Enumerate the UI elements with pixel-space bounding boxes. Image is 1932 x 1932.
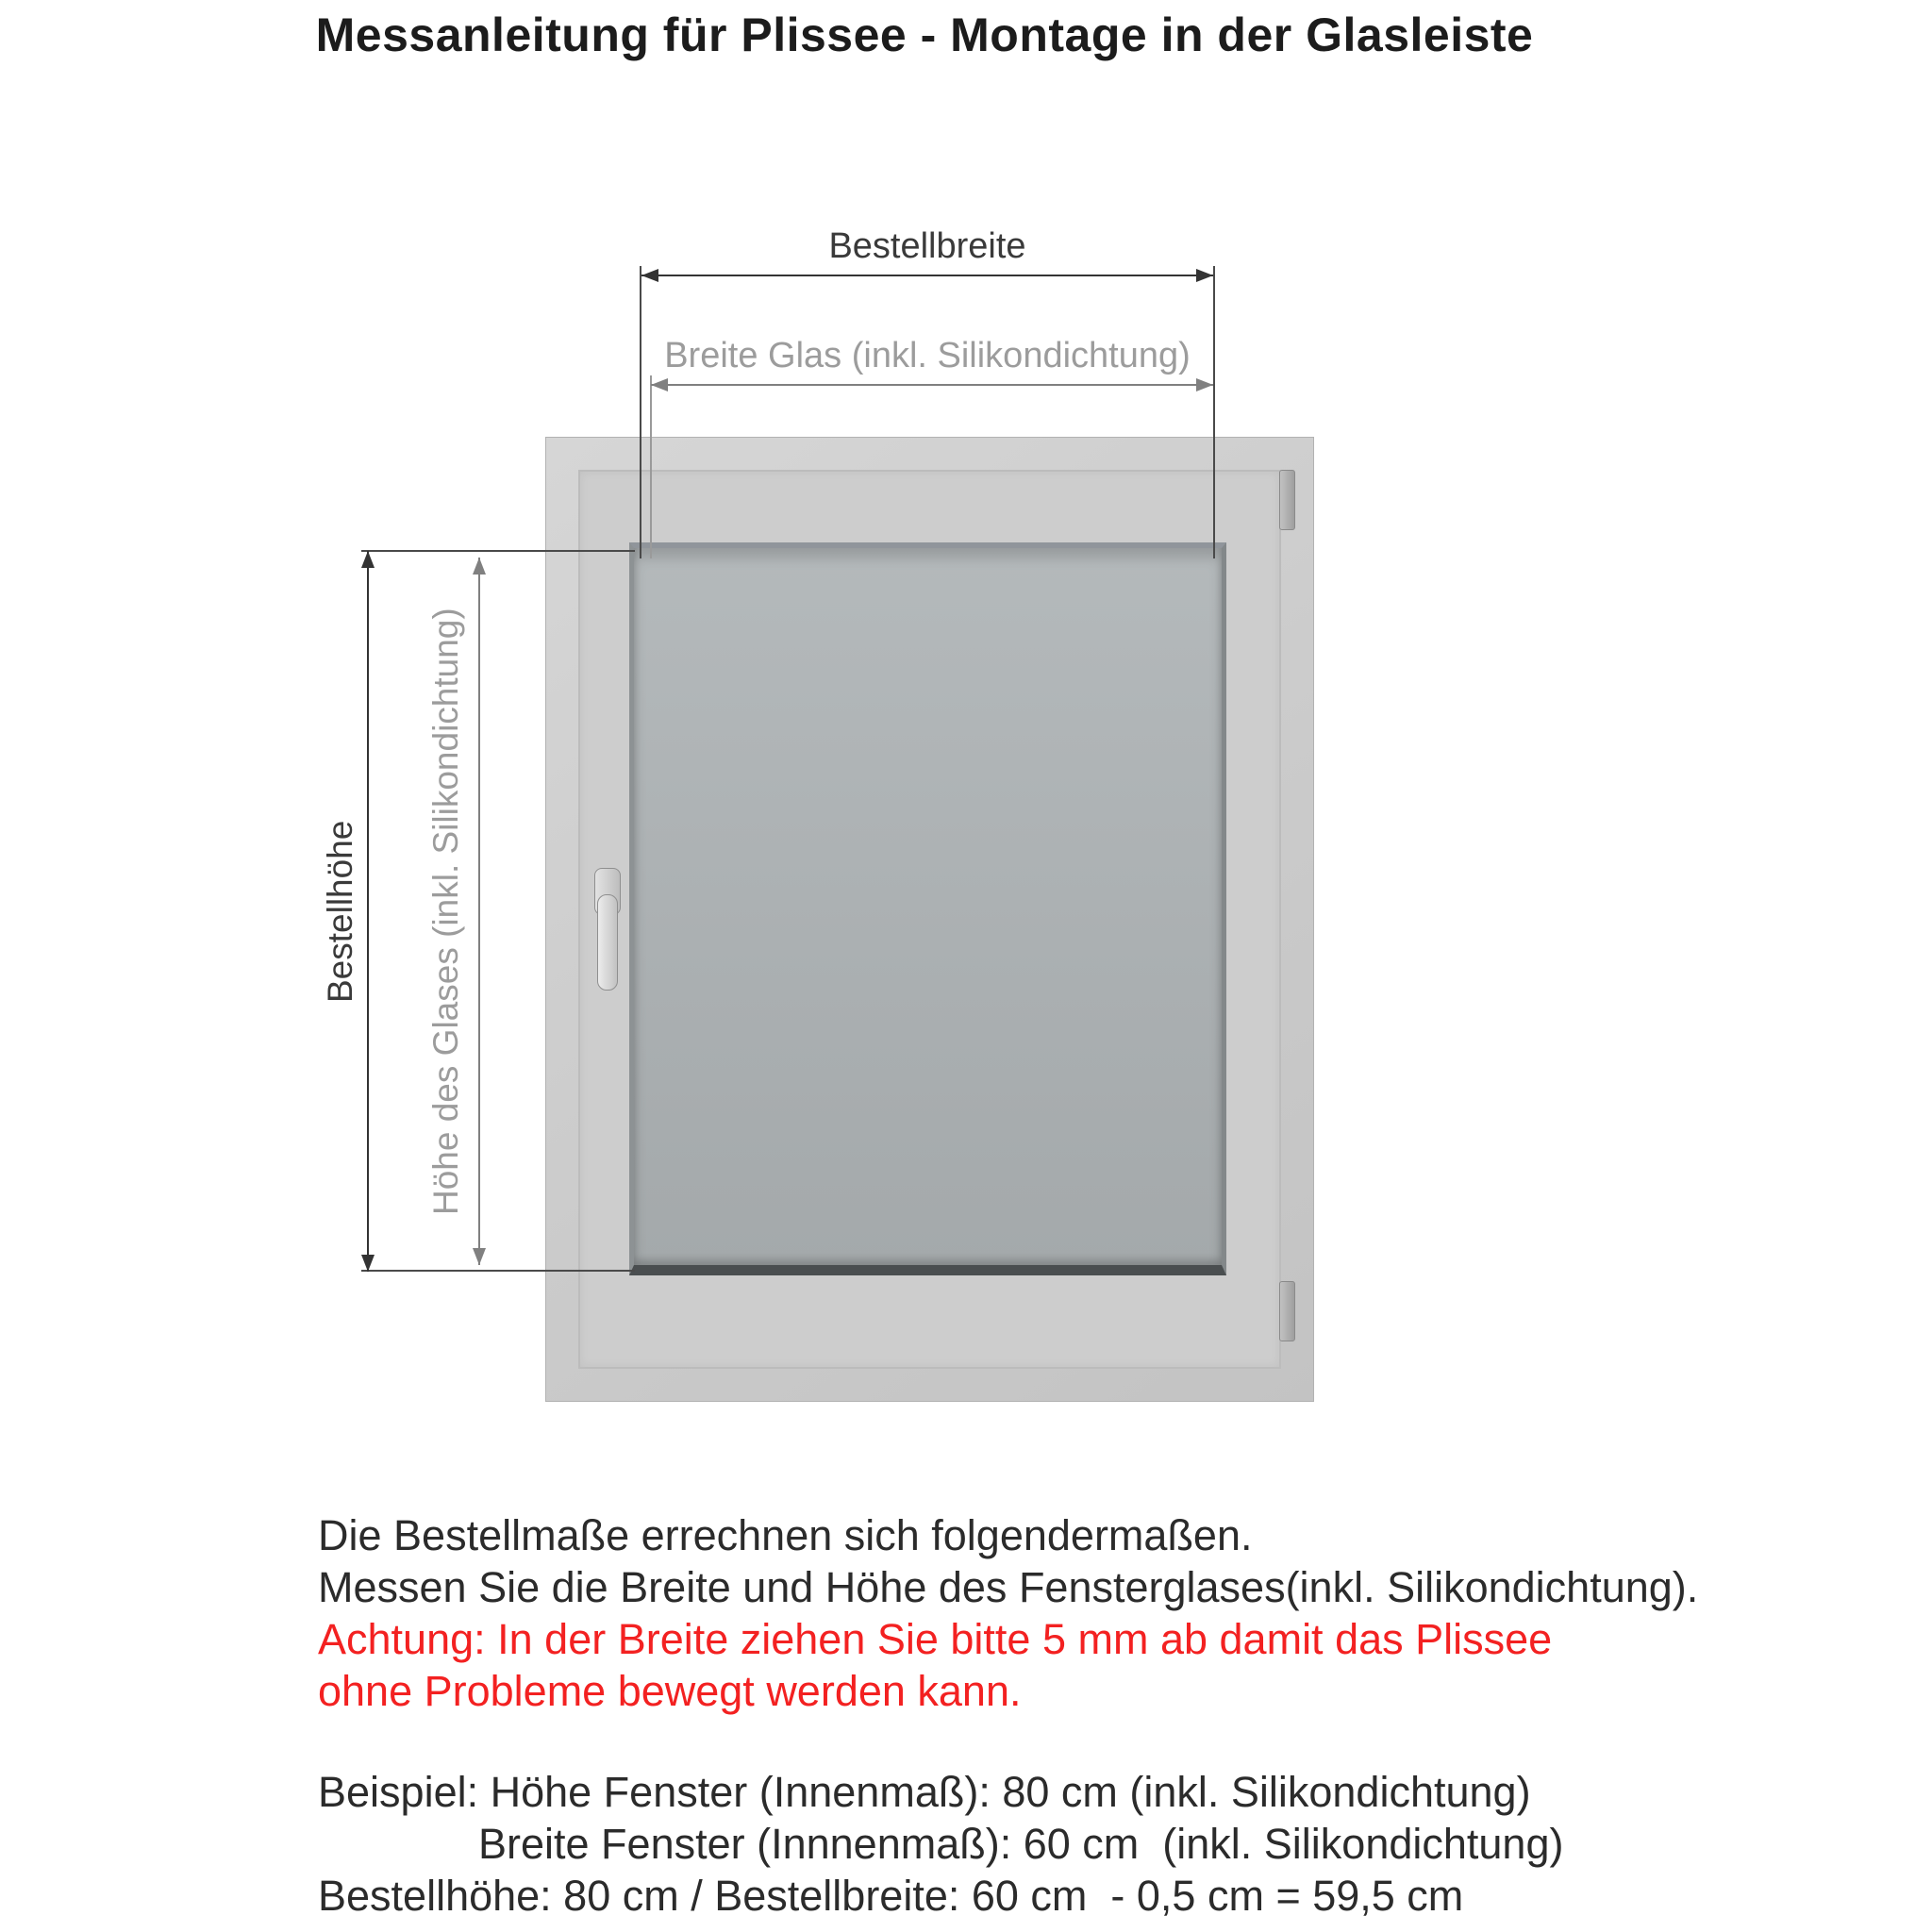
page-title: Messanleitung für Plissee - Montage in der Glasleiste xyxy=(315,8,1534,61)
text-gap xyxy=(318,1717,1874,1766)
intro-line-1: Die Bestellmaße errechnen sich folgendermaßen. xyxy=(318,1511,1253,1559)
glass-height-label: Höhe des Glases (inkl. Silikondichtung) xyxy=(426,608,465,1215)
arrowhead-down-icon xyxy=(361,1255,375,1272)
warning-line-1: Achtung: In der Breite ziehen Sie bitte 5 mm ab damit das Plissee xyxy=(318,1615,1553,1663)
window-glass xyxy=(629,542,1226,1275)
example-line-3: Bestellhöhe: 80 cm / Bestellbreite: 60 cm - 0,5 cm = 59,5 cm xyxy=(318,1872,1464,1920)
order-width-arrow xyxy=(641,275,1213,276)
window-hinge-top-icon xyxy=(1279,470,1295,530)
arrowhead-right-icon xyxy=(1196,378,1213,391)
arrowhead-left-icon xyxy=(641,269,658,282)
extension-line-bottom-horizontal xyxy=(361,1270,635,1272)
example-line-2: Breite Fenster (Innnenmaß): 60 cm (inkl. Silikondichtung) xyxy=(478,1820,1564,1868)
arrowhead-down-icon xyxy=(473,1248,486,1265)
order-height-arrow xyxy=(367,551,369,1272)
window-handle-icon xyxy=(597,894,618,991)
glass-height-arrow xyxy=(478,558,480,1265)
extension-line-left-vertical xyxy=(640,266,641,558)
intro-line-2: Messen Sie die Breite und Höhe des Fensterglases(inkl. Silikondichtung). xyxy=(318,1563,1699,1611)
instruction-text-block xyxy=(318,1509,1874,1922)
order-height-label: Bestellhöhe xyxy=(321,820,359,1003)
extension-line-right-vertical xyxy=(1213,266,1215,558)
warning-line-2: ohne Probleme bewegt werden kann. xyxy=(318,1667,1022,1715)
example-line-1: Beispiel: Höhe Fenster (Innenmaß): 80 cm (inkl. Silikondichtung) xyxy=(318,1768,1531,1816)
arrowhead-up-icon xyxy=(473,558,486,575)
arrowhead-up-icon xyxy=(361,551,375,568)
order-width-label: Bestellbreite xyxy=(828,226,1026,266)
arrowhead-left-icon xyxy=(651,378,668,391)
extension-line-top-horizontal xyxy=(361,550,635,552)
glass-width-arrow xyxy=(651,384,1213,386)
extension-line-left-vertical-glass xyxy=(650,375,652,558)
arrowhead-right-icon xyxy=(1196,269,1213,282)
window-hinge-bottom-icon xyxy=(1279,1281,1295,1341)
glass-width-label: Breite Glas (inkl. Silikondichtung) xyxy=(664,336,1191,375)
